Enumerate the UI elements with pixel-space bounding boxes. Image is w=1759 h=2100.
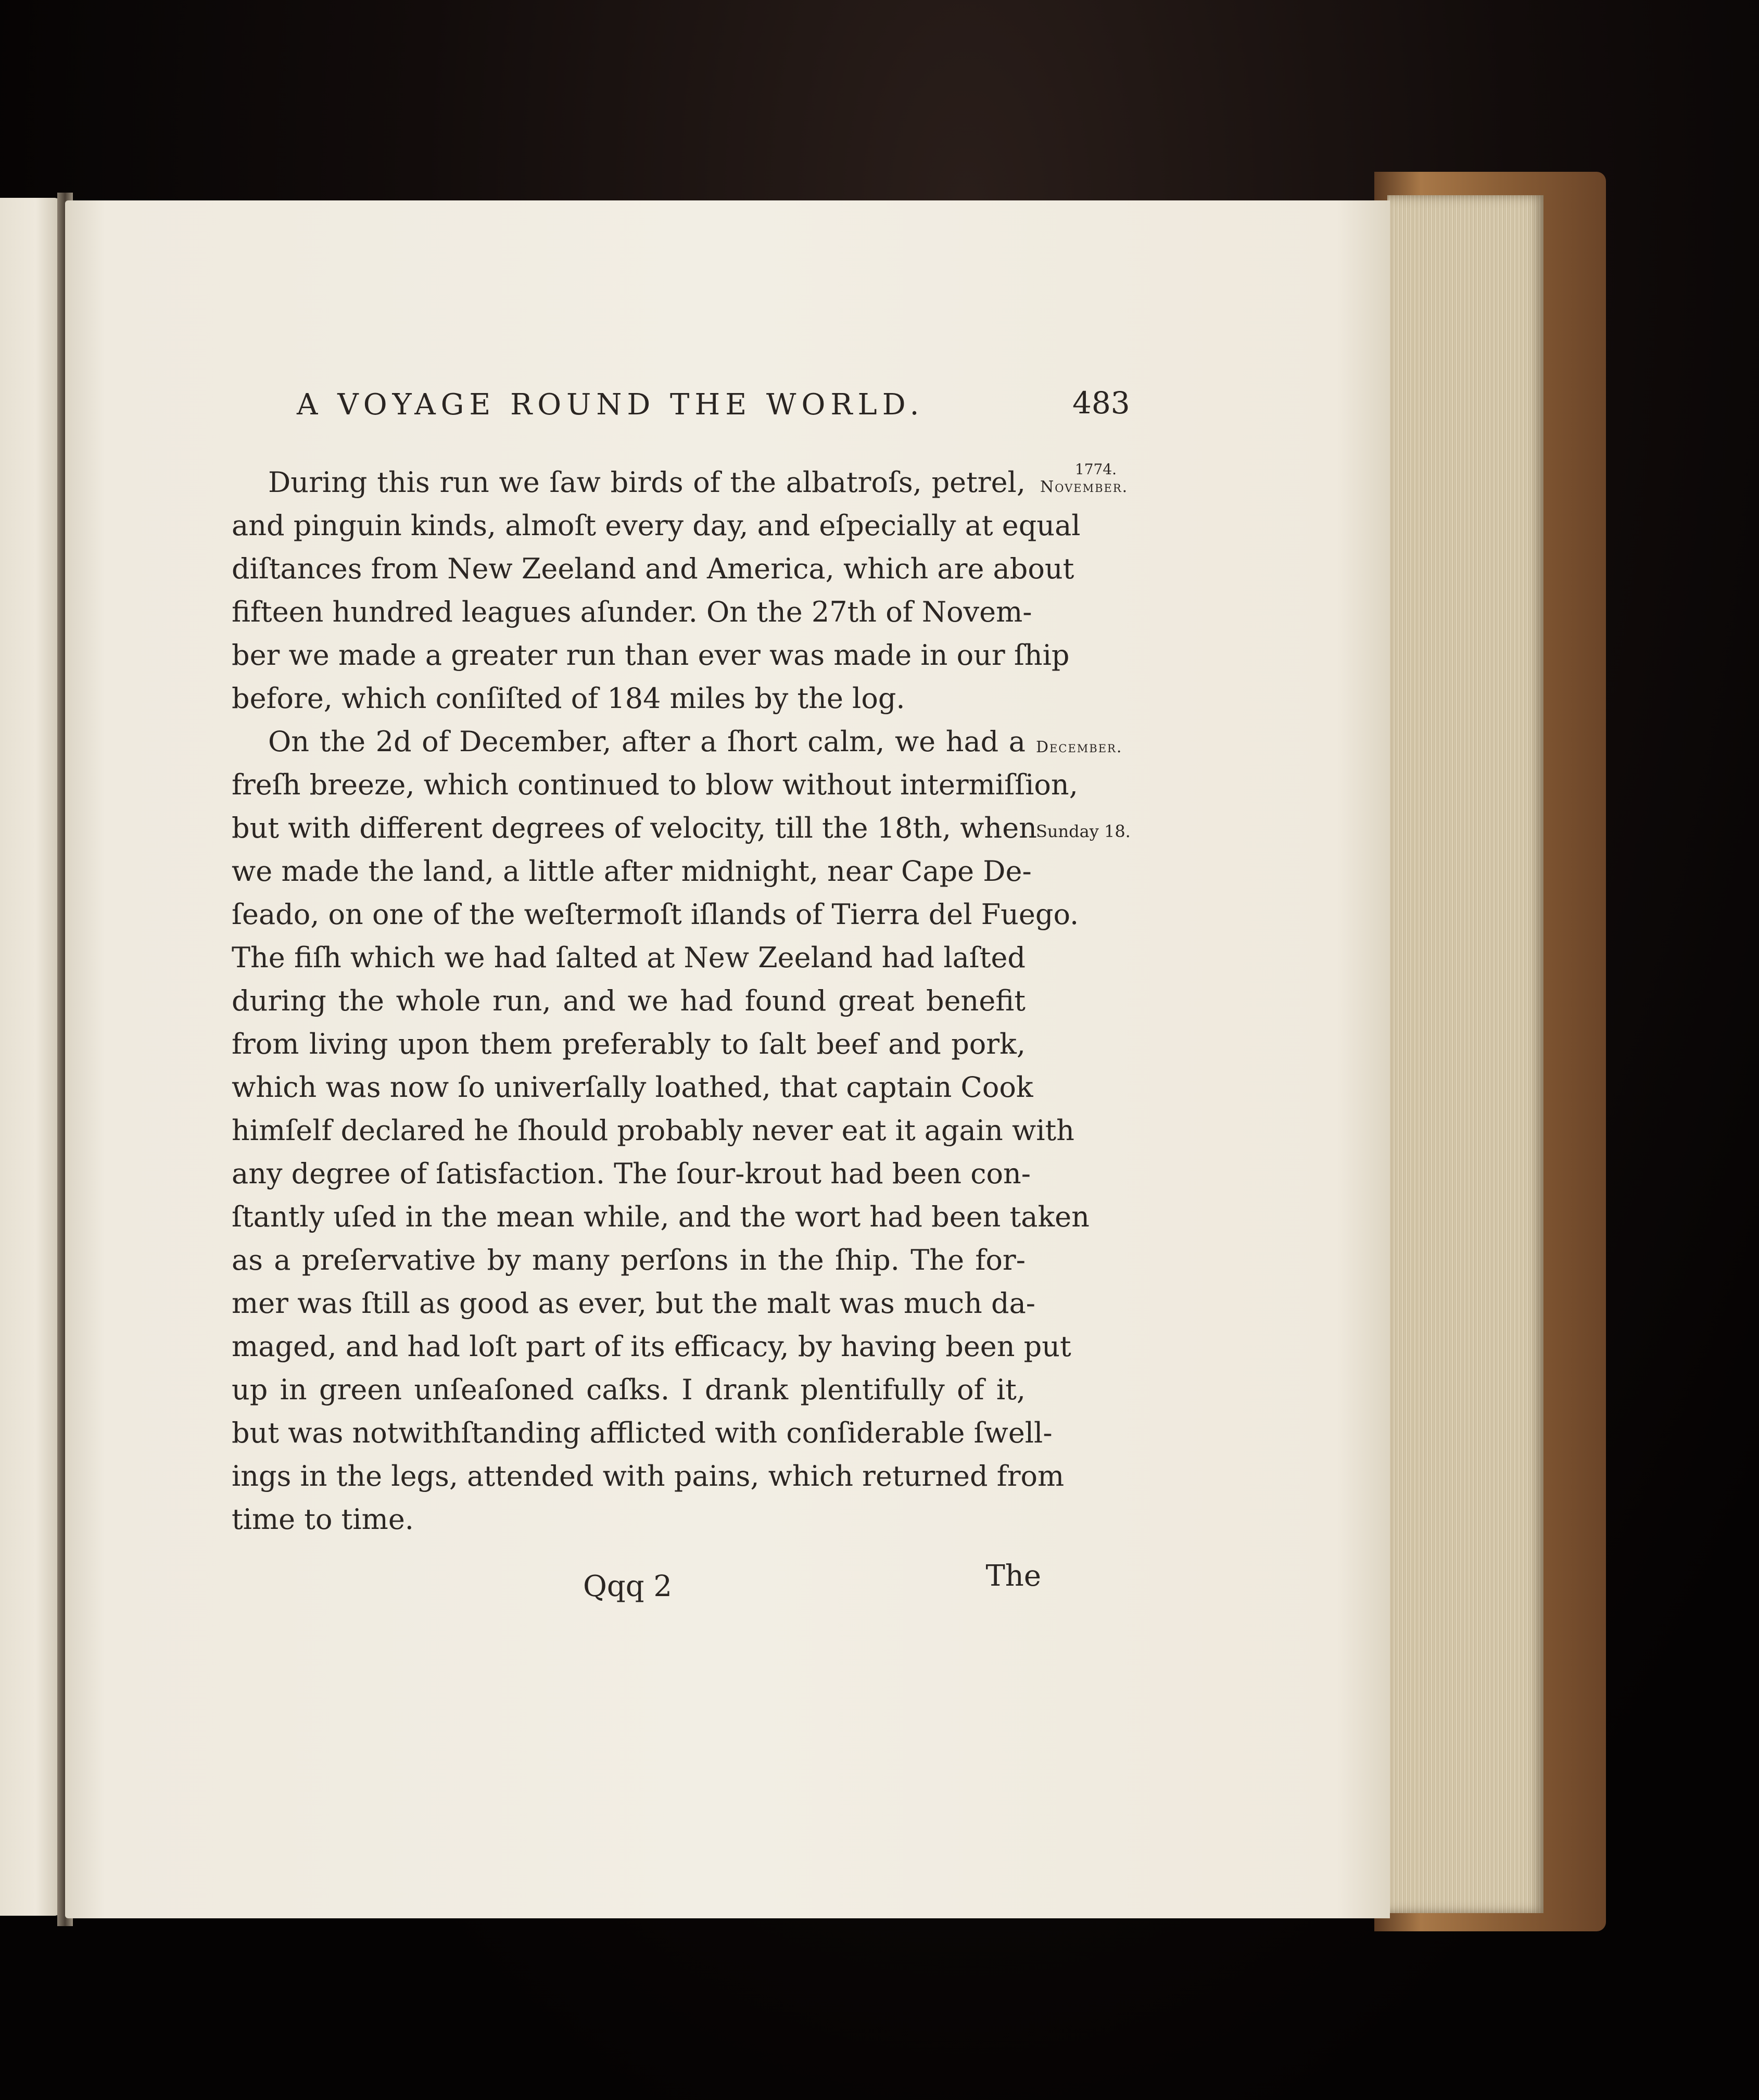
text-line: but with different degrees of velocity, till the 18th, when bbox=[232, 812, 1037, 844]
page-edges bbox=[1387, 195, 1543, 1913]
signature-mark: Qqq 2 bbox=[583, 1570, 673, 1603]
text-line: ſtantly uſed in the mean while, and the wort had been taken bbox=[232, 1200, 1090, 1233]
margin-note-december: December. bbox=[1036, 738, 1123, 756]
text-line: but was notwithſtanding afflicted with conſiderable ſwell- bbox=[232, 1416, 1053, 1449]
text-line: from living upon them preferably to ſalt beef and pork, bbox=[232, 1028, 1026, 1060]
text-line: maged, and had loſt part of its efficacy, by having been put bbox=[232, 1330, 1071, 1363]
text-line: any degree of ſatisfaction. The ſour-krout had been con- bbox=[232, 1157, 1031, 1190]
catchword: The bbox=[985, 1559, 1041, 1593]
text-line: During this run we ſaw birds of the albatroſs, petrel, bbox=[268, 466, 1026, 499]
text-line: up in green unſeaſoned caſks. I drank plentifully of it, bbox=[232, 1373, 1026, 1406]
text-line: himſelf declared he ſhould probably never eat it again with bbox=[232, 1114, 1074, 1147]
text-line: ſeado, on one of the weſtermoſt iſlands of Tierra del Fuego. bbox=[232, 898, 1079, 931]
text-line: we made the land, a little after midnight, near Cape De- bbox=[232, 855, 1032, 888]
text-line: as a preſervative by many perſons in the ſhip. The for- bbox=[232, 1244, 1026, 1276]
text-line: time to time. bbox=[232, 1503, 414, 1536]
margin-note-year: 1774. bbox=[1074, 461, 1117, 478]
text-line: fifteen hundred leagues aſunder. On the 27th of Novem- bbox=[232, 596, 1032, 628]
text-line: diſtances from New Zeeland and America, which are about bbox=[232, 552, 1074, 585]
page-number: 483 bbox=[1072, 385, 1130, 421]
text-line: mer was ſtill as good as ever, but the malt was much da- bbox=[232, 1287, 1036, 1320]
text-line: during the whole run, and we had found great benefit bbox=[232, 984, 1026, 1017]
facing-page-edge bbox=[0, 198, 60, 1916]
margin-note-november: November. bbox=[1040, 478, 1129, 496]
text-line: freſh breeze, which continued to blow without intermiſſion, bbox=[232, 768, 1078, 801]
text-line: On the 2d of December, after a ſhort calm, we had a bbox=[268, 725, 1026, 758]
text-line: and pinguin kinds, almoſt every day, and eſpecially at equal bbox=[232, 509, 1081, 542]
running-title: A VOYAGE ROUND THE WORLD. bbox=[297, 388, 925, 422]
text-line: which was now ſo univerſally loathed, that captain Cook bbox=[232, 1071, 1033, 1104]
margin-note-sunday: Sunday 18. bbox=[1036, 821, 1131, 841]
text-line: ber we made a greater run than ever was made in our ſhip bbox=[232, 639, 1070, 672]
text-line: before, which conſiſted of 184 miles by the log. bbox=[232, 682, 905, 715]
text-line: The fiſh which we had ſalted at New Zeeland had laſted bbox=[232, 941, 1026, 974]
text-line: ings in the legs, attended with pains, which returned from bbox=[232, 1460, 1065, 1492]
